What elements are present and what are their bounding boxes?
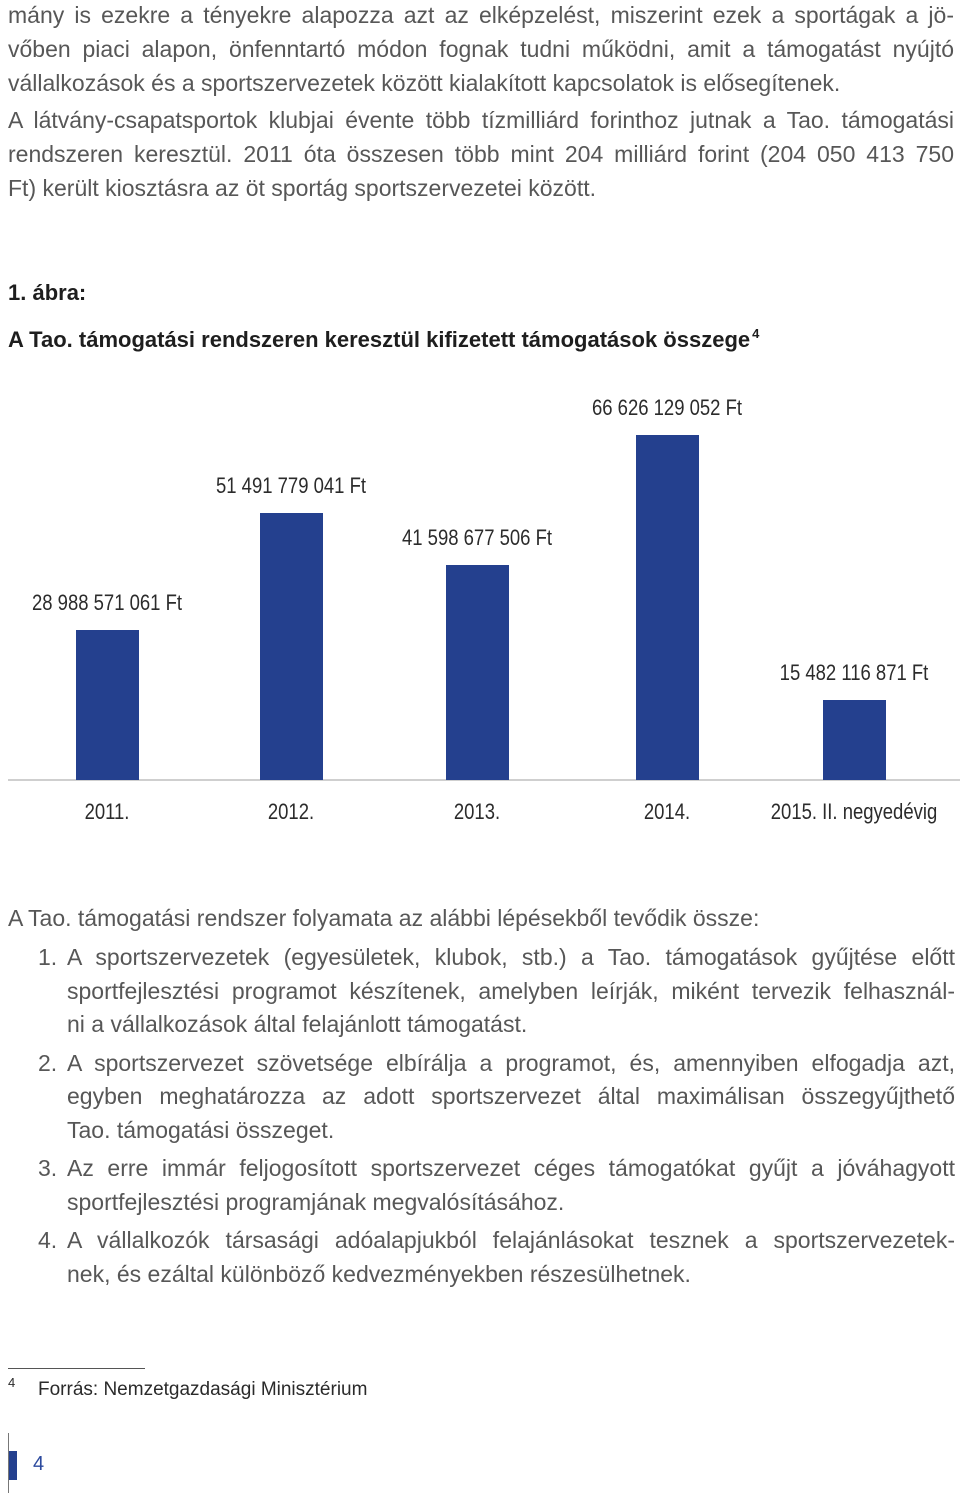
paragraph-line: A látvány-csapatsportok klubjai évente több tízmilliárd forinthoz jutnak a Tao. támogatási: [8, 107, 954, 133]
category-label-2015-q2: 2015. II. negyedévig: [770, 799, 938, 824]
bar-2011: [76, 630, 139, 780]
list-item-number: 1.: [38, 944, 58, 970]
list-item-line: sportfejlesztési programjának megvalósításához.: [67, 1188, 565, 1215]
page-number-marker: [9, 1451, 17, 1480]
list-item: [38, 1047, 955, 1148]
list-item-line: A sportszervezetek (egyesületek, klubok, stb.) a Tao. támogatások gyűjtése előtt: [67, 944, 955, 970]
list-item-line: egyben meghatározza az adott sportszervezet által maximálisan összegyűjthető: [67, 1083, 955, 1109]
chart-title: A Tao. támogatási rendszeren keresztül kifizetett támogatások összege: [8, 327, 751, 352]
footnote-text: Forrás: Nemzetgazdasági Minisztérium: [38, 1379, 368, 1400]
list-item-line: ni a vállalkozások által felajánlott támogatást.: [67, 1011, 528, 1037]
value-label-2015-q2: 15 482 116 871 Ft: [779, 659, 929, 685]
value-label-2012: 51 491 779 041 Ft: [215, 473, 367, 499]
bar-2012: [260, 513, 323, 780]
page-number: 4: [33, 1453, 45, 1475]
paragraph-line: vőben piaci alapon, önfenntartó módon fognak tudni működni, amit a támogatást nyújtó: [8, 36, 954, 62]
list-item-number: 2.: [38, 1049, 58, 1076]
process-steps-list: [38, 941, 955, 1296]
figure-label: 1. ábra:: [8, 280, 87, 305]
list-item: [38, 1224, 955, 1291]
body-paragraph-1: [8, 0, 954, 100]
value-label-2013: 41 598 677 506 Ft: [401, 524, 553, 550]
list-item-line: nek, és ezáltal különböző kedvezményekben részesülhetnek.: [67, 1260, 691, 1287]
bar-2015-q2: [823, 700, 886, 780]
footnote-reference: 4: [752, 326, 760, 341]
category-label-2011: 2011.: [84, 799, 130, 824]
category-label-2013: 2013.: [453, 799, 501, 824]
list-item-line: Tao. támogatási összeget.: [67, 1116, 335, 1143]
list-item-line: Az erre immár feljogosított sportszervezet céges támogatókat gyűjt a jóváhagyott: [67, 1155, 955, 1181]
list-item-line: A vállalkozók társasági adóalapjukból felajánlásokat tesznek a sportszervezetek-: [67, 1227, 955, 1253]
process-intro: A Tao. támogatási rendszer folyamata az alábbi lépésekből tevődik össze:: [8, 905, 760, 931]
list-item-number: 4.: [38, 1227, 58, 1253]
category-label-2014: 2014.: [643, 799, 691, 824]
value-label-2011: 28 988 571 061 Ft: [31, 589, 183, 615]
list-item-line: A sportszervezet szövetsége elbírálja a programot, és, amennyiben elfogadja azt,: [67, 1049, 955, 1076]
figure-title: [8, 326, 759, 354]
footnote-divider: [8, 1368, 145, 1369]
paragraph-line: mány is ezekre a tényekre alapozza azt az elképzelést, miszerint ezek a sportágak a jö-: [8, 2, 954, 28]
bar-chart: [0, 380, 960, 830]
bar-2013: [446, 565, 509, 780]
paragraph-line: vállalkozások és a sportszervezetek között kialakított kapcsolatok is elősegítenek.: [8, 70, 841, 96]
value-label-2014: 66 626 129 052 Ft: [591, 395, 743, 420]
paragraph-line: rendszeren keresztül. 2011 óta összesen több mint 204 milliárd forint (204 050 413 750: [8, 141, 954, 167]
list-item: [38, 941, 955, 1042]
bar-2014: [636, 435, 699, 780]
body-paragraph-2: [8, 103, 954, 205]
footnote-number: 4: [8, 1375, 16, 1390]
paragraph-line: Ft) került kiosztásra az öt sportág sportszervezetei között.: [8, 175, 597, 201]
category-label-2012: 2012.: [267, 799, 315, 824]
list-item-number: 3.: [38, 1155, 58, 1181]
list-item: [38, 1152, 955, 1219]
list-item-line: sportfejlesztési programot készítenek, amelyben leírják, miként tervezik felhasznál-: [67, 977, 955, 1004]
